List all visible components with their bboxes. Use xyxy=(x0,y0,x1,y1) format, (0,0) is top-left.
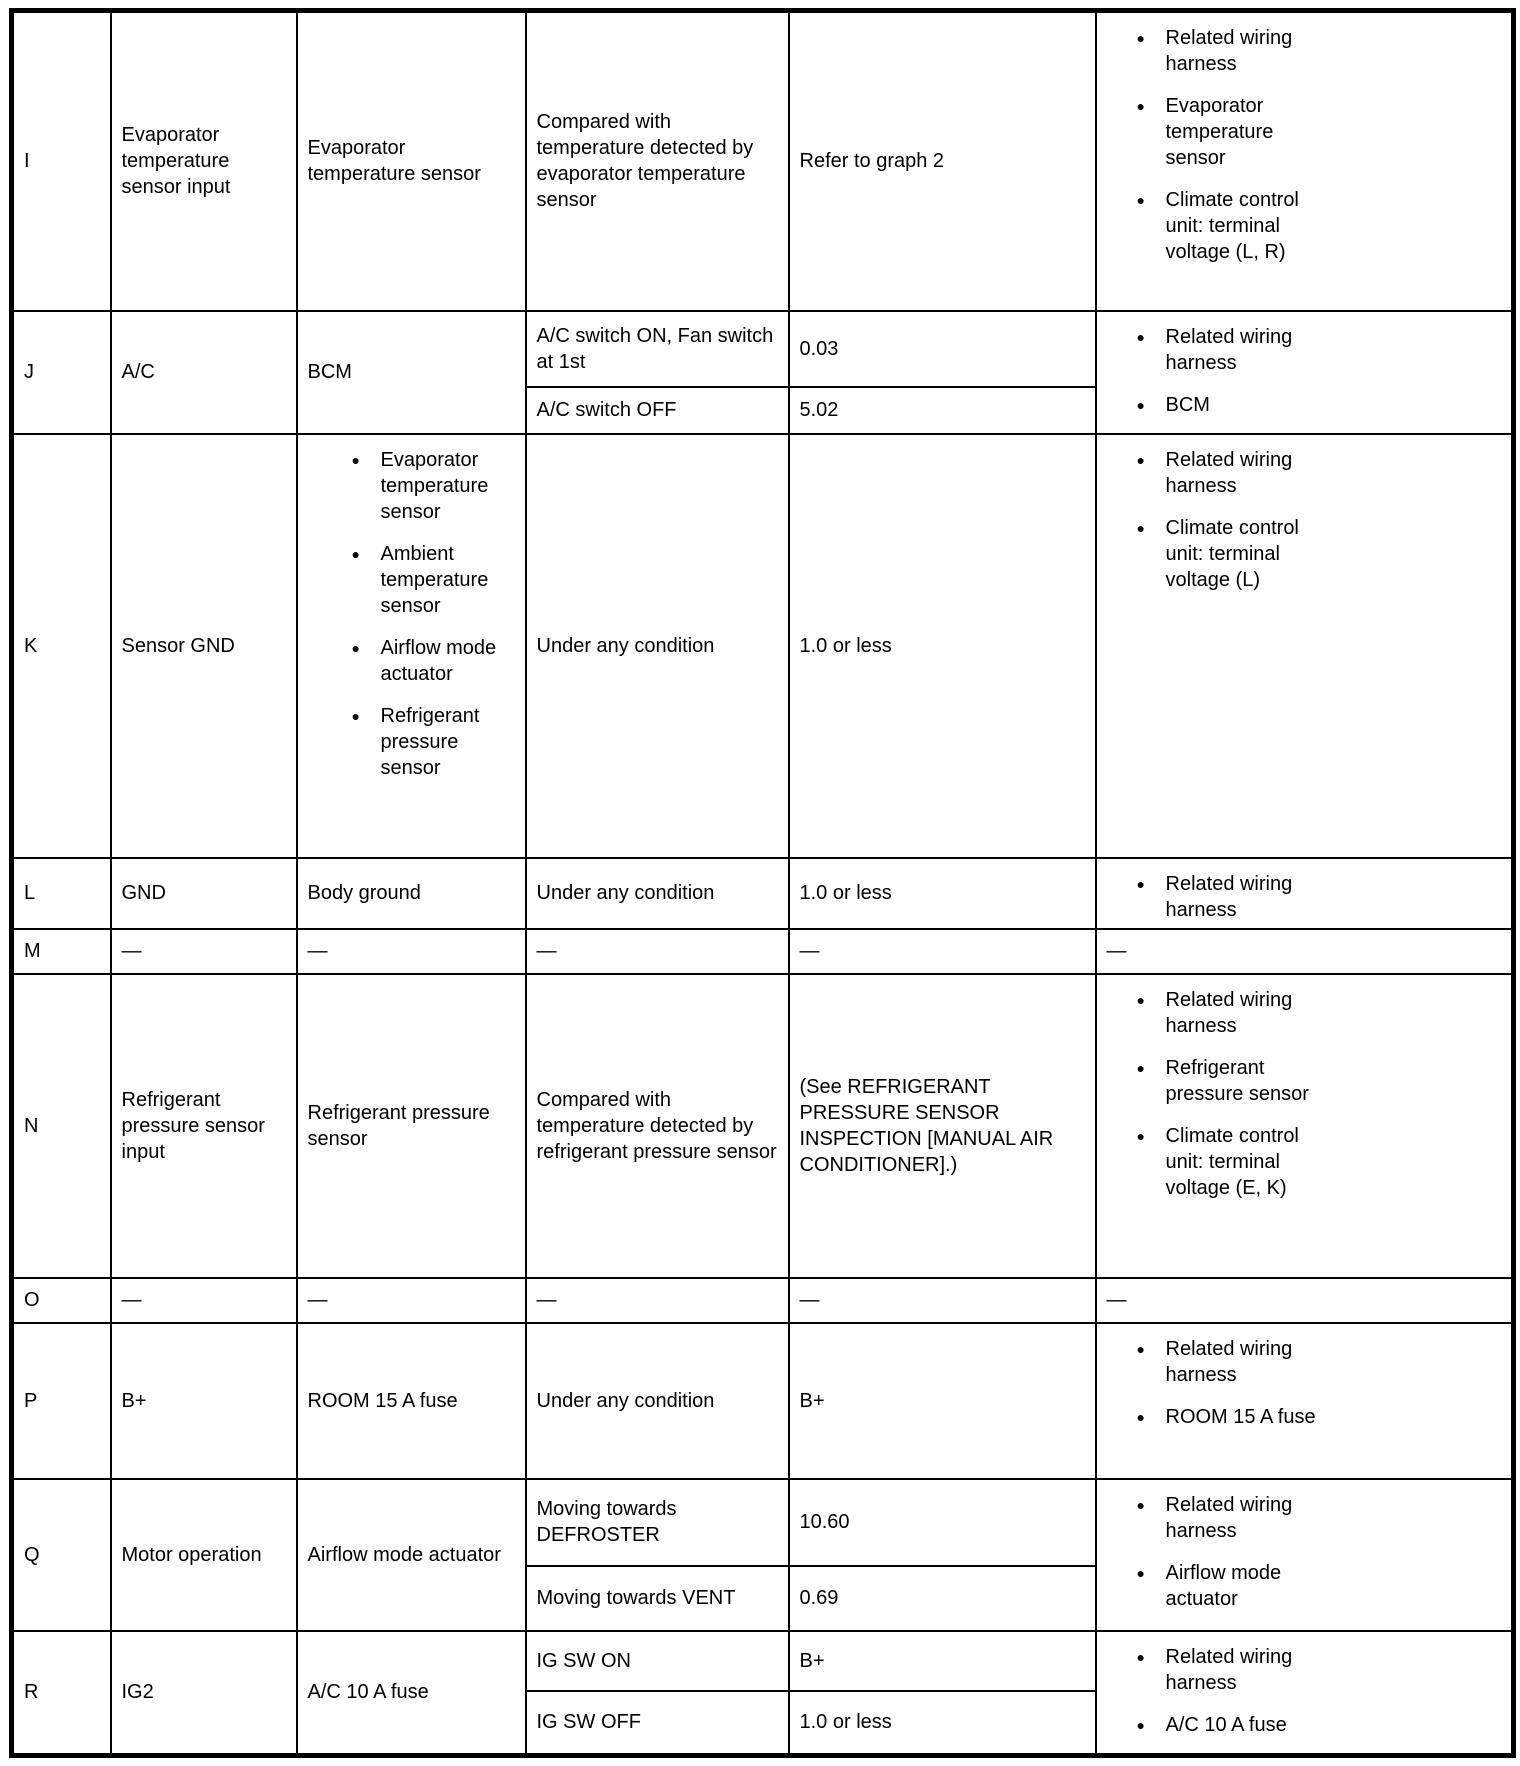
connected-cell: Evaporator temperature sensor xyxy=(297,11,526,311)
bullet-text: Climate control unit: terminal voltage (E, K) xyxy=(1165,1124,1299,1199)
bullet-icon: ● xyxy=(1136,1408,1145,1425)
condition-cell: Under any condition xyxy=(526,1323,789,1479)
terminal-cell: P xyxy=(12,1323,111,1479)
bullet-icon: ● xyxy=(1136,875,1145,892)
condition-cell: — xyxy=(526,929,789,974)
bullet-item xyxy=(350,447,516,525)
signal-cell: Motor operation xyxy=(111,1479,297,1631)
inspection-list xyxy=(1135,871,1503,923)
terminal-cell: Q xyxy=(12,1479,111,1631)
inspection-cell xyxy=(1096,858,1514,929)
inspection-cell: — xyxy=(1096,929,1514,974)
signal-cell: — xyxy=(111,1278,297,1323)
bullet-text: A/C 10 A fuse xyxy=(1165,1713,1287,1736)
inspection-cell xyxy=(1096,1323,1514,1479)
connected-cell: Airflow mode actuator xyxy=(297,1479,526,1631)
inspection-cell xyxy=(1096,311,1514,434)
condition-cell: — xyxy=(526,1278,789,1323)
terminal-cell: K xyxy=(12,434,111,858)
bullet-text: Evaporator temperature sensor xyxy=(380,448,489,523)
value-cell: 5.02 xyxy=(789,387,1096,434)
bullet-item xyxy=(1135,1404,1503,1430)
signal-cell: GND xyxy=(111,858,297,929)
value-cell: 1.0 or less xyxy=(789,1691,1096,1756)
inspection-list xyxy=(1135,1336,1503,1430)
bullet-item xyxy=(1135,1492,1503,1544)
bullet-icon: ● xyxy=(351,451,360,468)
connected-cell: BCM xyxy=(297,311,526,434)
signal-cell: Evaporator temperature sensor input xyxy=(111,11,297,311)
value-cell: (See REFRIGERANT PRESSURE SENSOR INSPECTION [MANUAL AIR CONDITIONER].) xyxy=(789,974,1096,1278)
condition-cell: Under any condition xyxy=(526,858,789,929)
bullet-icon: ● xyxy=(1136,396,1145,413)
bullet-text: Related wiring harness xyxy=(1165,325,1293,374)
bullet-item xyxy=(350,703,516,781)
bullet-item xyxy=(350,541,516,619)
bullet-text: BCM xyxy=(1165,393,1210,416)
bullet-item xyxy=(1135,392,1503,418)
value-cell: 0.03 xyxy=(789,311,1096,387)
connected-cell: — xyxy=(297,929,526,974)
bullet-icon: ● xyxy=(1136,1564,1145,1581)
condition-cell: Moving towards VENT xyxy=(526,1566,789,1631)
table-row-I xyxy=(12,11,1514,311)
bullet-icon: ● xyxy=(1136,1340,1145,1357)
bullet-item xyxy=(1135,447,1503,499)
table-row-K xyxy=(12,434,1514,858)
connected-list xyxy=(350,447,516,781)
inspection-cell xyxy=(1096,1631,1514,1756)
bullet-item xyxy=(1135,987,1503,1039)
condition-cell: IG SW OFF xyxy=(526,1691,789,1756)
terminal-cell: J xyxy=(12,311,111,434)
terminal-cell: M xyxy=(12,929,111,974)
value-cell: — xyxy=(789,1278,1096,1323)
bullet-item xyxy=(1135,1055,1503,1107)
bullet-text: Related wiring harness xyxy=(1165,448,1293,497)
inspection-cell xyxy=(1096,1479,1514,1631)
bullet-icon: ● xyxy=(1136,519,1145,536)
bullet-text: ROOM 15 A fuse xyxy=(1165,1405,1316,1428)
connected-cell: Body ground xyxy=(297,858,526,929)
condition-cell: Compared with temperature detected by refrigerant pressure sensor xyxy=(526,974,789,1278)
bullet-item xyxy=(1135,1123,1503,1201)
inspection-cell xyxy=(1096,434,1514,858)
bullet-text: Related wiring harness xyxy=(1165,1337,1293,1386)
bullet-icon: ● xyxy=(1136,1648,1145,1665)
bullet-text: Ambient temperature sensor xyxy=(380,542,489,617)
condition-cell: Compared with temperature detected by evaporator temperature sensor xyxy=(526,11,789,311)
table-row-N xyxy=(12,974,1514,1278)
table-row-Q xyxy=(12,1479,1514,1566)
bullet-text: Climate control unit: terminal voltage (L) xyxy=(1165,516,1299,591)
bullet-item xyxy=(1135,871,1503,923)
bullet-icon: ● xyxy=(351,639,360,656)
bullet-icon: ● xyxy=(1136,98,1145,114)
bullet-icon: ● xyxy=(351,707,360,724)
terminal-cell: R xyxy=(12,1631,111,1756)
bullet-text: Evaporator temperature sensor xyxy=(1165,95,1274,169)
bullet-icon: ● xyxy=(1136,328,1145,345)
bullet-item xyxy=(1135,515,1503,593)
connected-cell: ROOM 15 A fuse xyxy=(297,1323,526,1479)
bullet-text: Related wiring harness xyxy=(1165,988,1293,1037)
bullet-icon: ● xyxy=(1136,192,1145,208)
connected-cell: A/C 10 A fuse xyxy=(297,1631,526,1756)
value-cell: Refer to graph 2 xyxy=(789,11,1096,311)
bullet-item xyxy=(1135,187,1503,265)
inspection-list xyxy=(1135,25,1503,265)
value-cell: — xyxy=(789,929,1096,974)
condition-cell: Moving towards DEFROSTER xyxy=(526,1479,789,1566)
table-row-P xyxy=(12,1323,1514,1479)
bullet-text: Refrigerant pressure sensor xyxy=(1165,1056,1309,1105)
table-row-M xyxy=(12,929,1514,974)
condition-cell: A/C switch ON, Fan switch at 1st xyxy=(526,311,789,387)
bullet-text: Refrigerant pressure sensor xyxy=(380,704,480,779)
signal-cell: — xyxy=(111,929,297,974)
bullet-item xyxy=(1135,25,1503,77)
bullet-item xyxy=(350,635,516,687)
bullet-text: Climate control unit: terminal voltage (L, R) xyxy=(1165,189,1299,263)
value-cell: 0.69 xyxy=(789,1566,1096,1631)
condition-cell: A/C switch OFF xyxy=(526,387,789,434)
bullet-icon: ● xyxy=(1136,991,1145,1008)
table-row-J xyxy=(12,311,1514,387)
condition-cell: Under any condition xyxy=(526,434,789,858)
bullet-icon: ● xyxy=(351,545,360,562)
bullet-text: Related wiring harness xyxy=(1165,1645,1293,1694)
bullet-icon: ● xyxy=(1136,1127,1145,1144)
bullet-icon: ● xyxy=(1136,451,1145,468)
terminal-cell: L xyxy=(12,858,111,929)
table-row-O xyxy=(12,1278,1514,1323)
inspection-cell xyxy=(1096,974,1514,1278)
bullet-text: Airflow mode actuator xyxy=(1165,1561,1282,1610)
inspection-cell: — xyxy=(1096,1278,1514,1323)
signal-cell: B+ xyxy=(111,1323,297,1479)
bullet-icon: ● xyxy=(1136,1059,1145,1076)
table-row-R xyxy=(12,1631,1514,1691)
terminal-cell: I xyxy=(12,11,111,311)
bullet-item xyxy=(1135,1560,1503,1612)
condition-cell: IG SW ON xyxy=(526,1631,789,1691)
inspection-list xyxy=(1135,1492,1503,1612)
connected-cell: Refrigerant pressure sensor xyxy=(297,974,526,1278)
signal-cell: IG2 xyxy=(111,1631,297,1756)
bullet-icon: ● xyxy=(1136,1496,1145,1513)
bullet-text: Airflow mode actuator xyxy=(380,636,497,685)
terminal-cell: N xyxy=(12,974,111,1278)
bullet-item xyxy=(1135,1712,1503,1738)
terminal-voltage-table xyxy=(9,8,1516,1758)
value-cell: B+ xyxy=(789,1323,1096,1479)
terminal-cell: O xyxy=(12,1278,111,1323)
table-row-L xyxy=(12,858,1514,929)
value-cell: 1.0 or less xyxy=(789,434,1096,858)
inspection-list xyxy=(1135,324,1503,418)
signal-cell: Refrigerant pressure sensor input xyxy=(111,974,297,1278)
inspection-cell xyxy=(1096,11,1514,311)
bullet-item xyxy=(1135,324,1503,376)
connected-cell xyxy=(297,434,526,858)
signal-cell: Sensor GND xyxy=(111,434,297,858)
bullet-item xyxy=(1135,1644,1503,1696)
value-cell: B+ xyxy=(789,1631,1096,1691)
connected-cell: — xyxy=(297,1278,526,1323)
signal-cell: A/C xyxy=(111,311,297,434)
bullet-icon: ● xyxy=(1136,30,1145,46)
inspection-list xyxy=(1135,1644,1503,1738)
bullet-item xyxy=(1135,1336,1503,1388)
bullet-item xyxy=(1135,93,1503,171)
value-cell: 1.0 or less xyxy=(789,858,1096,929)
bullet-text: Related wiring harness xyxy=(1165,1493,1293,1542)
bullet-text: Related wiring harness xyxy=(1165,27,1293,75)
inspection-list xyxy=(1135,447,1503,593)
value-cell: 10.60 xyxy=(789,1479,1096,1566)
bullet-icon: ● xyxy=(1136,1716,1145,1733)
bullet-text: Related wiring harness xyxy=(1165,872,1293,921)
inspection-list xyxy=(1135,987,1503,1201)
